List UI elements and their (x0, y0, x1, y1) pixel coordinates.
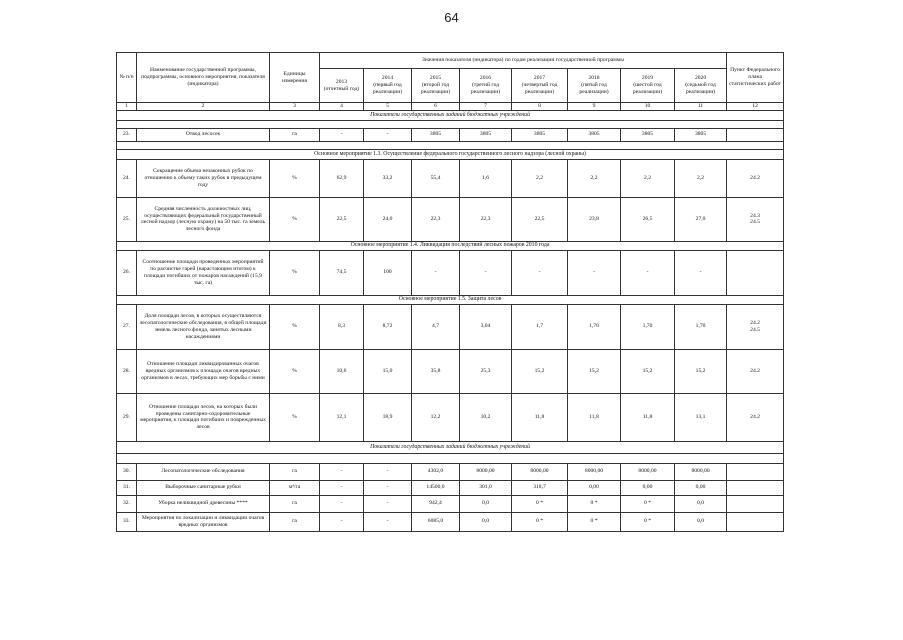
value-2014: - (364, 463, 412, 480)
value-2014: - (364, 128, 412, 141)
year-2015: 2015 (второй год реализации) (412, 69, 460, 103)
index-cell: 3 (270, 103, 320, 111)
spacer (117, 141, 784, 149)
value-2013: - (320, 512, 364, 531)
value-2013: - (320, 495, 364, 512)
row-number: 24. (117, 159, 137, 197)
row-number: 30. (117, 463, 137, 480)
unit: га (270, 495, 320, 512)
value-2015: - (412, 250, 460, 295)
unit: га (270, 463, 320, 480)
value-2016: 3,04 (460, 304, 512, 349)
plan-item (727, 463, 784, 480)
plan-item: 24.2 24.5 (727, 304, 784, 349)
value-2019: 26,5 (621, 197, 675, 241)
unit: % (270, 393, 320, 441)
value-2013: 62,9 (320, 159, 364, 197)
value-2013: - (320, 480, 364, 495)
indicator-table (116, 52, 784, 532)
index-cell: 1 (117, 103, 137, 111)
value-2018: 11,8 (568, 393, 621, 441)
value-2013: 22,5 (320, 197, 364, 241)
value-2015: 14500,0 (412, 480, 460, 495)
indicator-name: Отношение площади ликвидированных очагов вредных организмов к площади очагов вредных организмов в лесах, требующих мер борьбы с ними (137, 349, 270, 393)
value-2016: 22,3 (460, 197, 512, 241)
header-values: Значения показателя (индикатора) по годам реализации государственной программы (320, 53, 727, 69)
header-name: Наименование государственной программы, подпрограммы, основного мероприятия, показателя (индикатора) (137, 53, 270, 103)
value-2015: 942,4 (412, 495, 460, 512)
value-2019: 8000,00 (621, 463, 675, 480)
header-plan-item: Пункт Федерального плана статистических работ (727, 53, 784, 103)
value-2018: 3805 (568, 128, 621, 141)
value-2020: 3805 (675, 128, 727, 141)
value-2019: - (621, 250, 675, 295)
index-cell: 5 (364, 103, 412, 111)
table-row (117, 495, 784, 512)
value-2017: 3805 (512, 128, 568, 141)
index-cell: 2 (137, 103, 270, 111)
value-2020: 27,0 (675, 197, 727, 241)
value-2015: 4,7 (412, 304, 460, 349)
table-row (117, 128, 784, 141)
index-cell: 9 (568, 103, 621, 111)
indicator-name: Выборочные санитарные рубки (137, 480, 270, 495)
value-2015: 55,4 (412, 159, 460, 197)
value-2015: 3805 (412, 128, 460, 141)
value-2014: 100 (364, 250, 412, 295)
table-row (117, 304, 784, 349)
value-2016: 8000,00 (460, 463, 512, 480)
value-2019: 1,70 (621, 304, 675, 349)
plan-item (727, 495, 784, 512)
value-2017: 22,5 (512, 197, 568, 241)
year-2020: 2020 (седьмой год реализации) (675, 69, 727, 103)
value-2019: 2,2 (621, 159, 675, 197)
index-cell: 10 (621, 103, 675, 111)
value-2016: 25,3 (460, 349, 512, 393)
row-number: 29. (117, 393, 137, 441)
unit: га (270, 512, 320, 531)
value-2017: 318,7 (512, 480, 568, 495)
value-2016: 0,0 (460, 495, 512, 512)
unit: % (270, 250, 320, 295)
section-header: Основное мероприятие 1.5. Защита лесов (117, 295, 784, 304)
value-2018: 15,2 (568, 349, 621, 393)
value-2017: 2,2 (512, 159, 568, 197)
unit: % (270, 197, 320, 241)
header-unit: Единицы измерения (270, 53, 320, 103)
value-2014: 24,0 (364, 197, 412, 241)
value-2018: 0,00 (568, 480, 621, 495)
value-2014: 8,72 (364, 304, 412, 349)
plan-item: 24.2 (727, 349, 784, 393)
value-2016: - (460, 250, 512, 295)
row-number: 28. (117, 349, 137, 393)
value-2016: 301,0 (460, 480, 512, 495)
row-number: 32. (117, 495, 137, 512)
value-2013: - (320, 463, 364, 480)
indicator-name: Сокращение объема незаконных рубок по отношению к объему таких рубок в предыдущем году (137, 159, 270, 197)
table-row (117, 512, 784, 531)
plan-item (727, 512, 784, 531)
value-2018: - (568, 250, 621, 295)
value-2013: 8,3 (320, 304, 364, 349)
value-2020: 0,0 (675, 495, 727, 512)
row-number: 27. (117, 304, 137, 349)
row-number: 23. (117, 128, 137, 141)
value-2018: 0 * (568, 495, 621, 512)
row-number: 33. (117, 512, 137, 531)
value-2018: 0 * (568, 512, 621, 531)
indicator-name: Мероприятия по локализации и ликвидации очагов вредных организмов (137, 512, 270, 531)
value-2015: 12,2 (412, 393, 460, 441)
spacer (117, 453, 784, 463)
section-header: Показатели государственных заданий бюджетных учреждений (117, 110, 784, 120)
spacer (117, 120, 784, 128)
table-row (117, 159, 784, 197)
table-row (117, 349, 784, 393)
value-2020: 0,0 (675, 512, 727, 531)
indicator-name: Средняя численность должностных лиц, осуществляющих федеральный государственный лесной надзор (лесную охрану) на 50 тыс. га земель лесного фонда (137, 197, 270, 241)
value-2016: 1,6 (460, 159, 512, 197)
value-2019: 0 * (621, 495, 675, 512)
year-2013: 2013 (отчетный год) (320, 69, 364, 103)
value-2019: 11,8 (621, 393, 675, 441)
value-2020: 1,70 (675, 304, 727, 349)
value-2013: 12,1 (320, 393, 364, 441)
table-row (117, 250, 784, 295)
value-2014: 15,0 (364, 349, 412, 393)
value-2017: 8000,00 (512, 463, 568, 480)
unit: м³/га (270, 480, 320, 495)
section-header: Основное мероприятие 1.3. Осуществление федерального государственного лесного надзора (лесной охраны) (117, 149, 784, 159)
table-row (117, 393, 784, 441)
value-2013: - (320, 128, 364, 141)
value-2018: 2,2 (568, 159, 621, 197)
value-2015: 4302,0 (412, 463, 460, 480)
indicator-name: Отвод лесосек (137, 128, 270, 141)
year-2014: 2014 (первый год реализации) (364, 69, 412, 103)
value-2019: 0 * (621, 512, 675, 531)
plan-item: 24.2 (727, 393, 784, 441)
unit: га (270, 128, 320, 141)
value-2018: 23,8 (568, 197, 621, 241)
value-2017: 1,7 (512, 304, 568, 349)
indicator-name: Соотношение площади проведенных мероприятий по расчистке гарей (нарастающим итогом) к площади погибших от пожаров насаждений (15,9 тыс. га) (137, 250, 270, 295)
row-number: 25. (117, 197, 137, 241)
value-2018: 1,70 (568, 304, 621, 349)
value-2014: 33,2 (364, 159, 412, 197)
value-2014: - (364, 512, 412, 531)
index-cell: 11 (675, 103, 727, 111)
row-number: 31. (117, 480, 137, 495)
section-header: Основное мероприятие 1.4. Ликвидация последствий лесных пожаров 2010 года (117, 241, 784, 250)
index-cell: 12 (727, 103, 784, 111)
value-2019: 3805 (621, 128, 675, 141)
table-row (117, 197, 784, 241)
plan-item: 24.2 (727, 159, 784, 197)
value-2018: 8000,00 (568, 463, 621, 480)
section-header: Показатели государственных заданий бюджетных учреждений (117, 441, 784, 453)
value-2017: 0 * (512, 495, 568, 512)
page-number: 64 (444, 10, 459, 25)
year-2018: 2018 (пятый год реализации) (568, 69, 621, 103)
value-2020: 13,1 (675, 393, 727, 441)
indicator-name: Доля площади лесов, в которых осуществляются лесопатологические обследования, в общей площади земель лесного фонда, занятых лесными насаждениями (137, 304, 270, 349)
value-2020: - (675, 250, 727, 295)
plan-item (727, 128, 784, 141)
year-2017: 2017 (четвертый год реализации) (512, 69, 568, 103)
unit: % (270, 304, 320, 349)
index-cell: 6 (412, 103, 460, 111)
value-2016: 10,2 (460, 393, 512, 441)
value-2016: 3805 (460, 128, 512, 141)
plan-item: 24.3 24.5 (727, 197, 784, 241)
value-2014: - (364, 495, 412, 512)
indicator-name: Уборка неликвидной древесины **** (137, 495, 270, 512)
value-2020: 8000,00 (675, 463, 727, 480)
year-2019: 2019 (шестой год реализации) (621, 69, 675, 103)
row-number: 26. (117, 250, 137, 295)
value-2015: 6085,0 (412, 512, 460, 531)
table-row (117, 480, 784, 495)
year-2016: 2016 (третий год реализации) (460, 69, 512, 103)
value-2013: 74,5 (320, 250, 364, 295)
value-2015: 35,8 (412, 349, 460, 393)
value-2019: 15,2 (621, 349, 675, 393)
value-2013: 10,6 (320, 349, 364, 393)
index-cell: 7 (460, 103, 512, 111)
indicator-name: Отношение площади лесов, на которых были проведены санитарно-оздоровительные мероприятия, к площади погибших и поврежденных лесов (137, 393, 270, 441)
header-num: № п/п (117, 53, 137, 103)
header-row (117, 53, 784, 69)
value-2019: 0,00 (621, 480, 675, 495)
index-cell: 4 (320, 103, 364, 111)
plan-item (727, 250, 784, 295)
indicator-name: Лесопатологические обследования (137, 463, 270, 480)
value-2014: 18,9 (364, 393, 412, 441)
value-2015: 22,3 (412, 197, 460, 241)
value-2017: 0 * (512, 512, 568, 531)
unit: % (270, 349, 320, 393)
unit: % (270, 159, 320, 197)
value-2017: 11,8 (512, 393, 568, 441)
index-cell: 8 (512, 103, 568, 111)
value-2020: 2,2 (675, 159, 727, 197)
value-2020: 15,2 (675, 349, 727, 393)
value-2016: 0,0 (460, 512, 512, 531)
plan-item (727, 480, 784, 495)
value-2017: 15,2 (512, 349, 568, 393)
value-2017: - (512, 250, 568, 295)
value-2020: 0,00 (675, 480, 727, 495)
value-2014: - (364, 480, 412, 495)
table-row (117, 463, 784, 480)
index-row (117, 103, 784, 111)
